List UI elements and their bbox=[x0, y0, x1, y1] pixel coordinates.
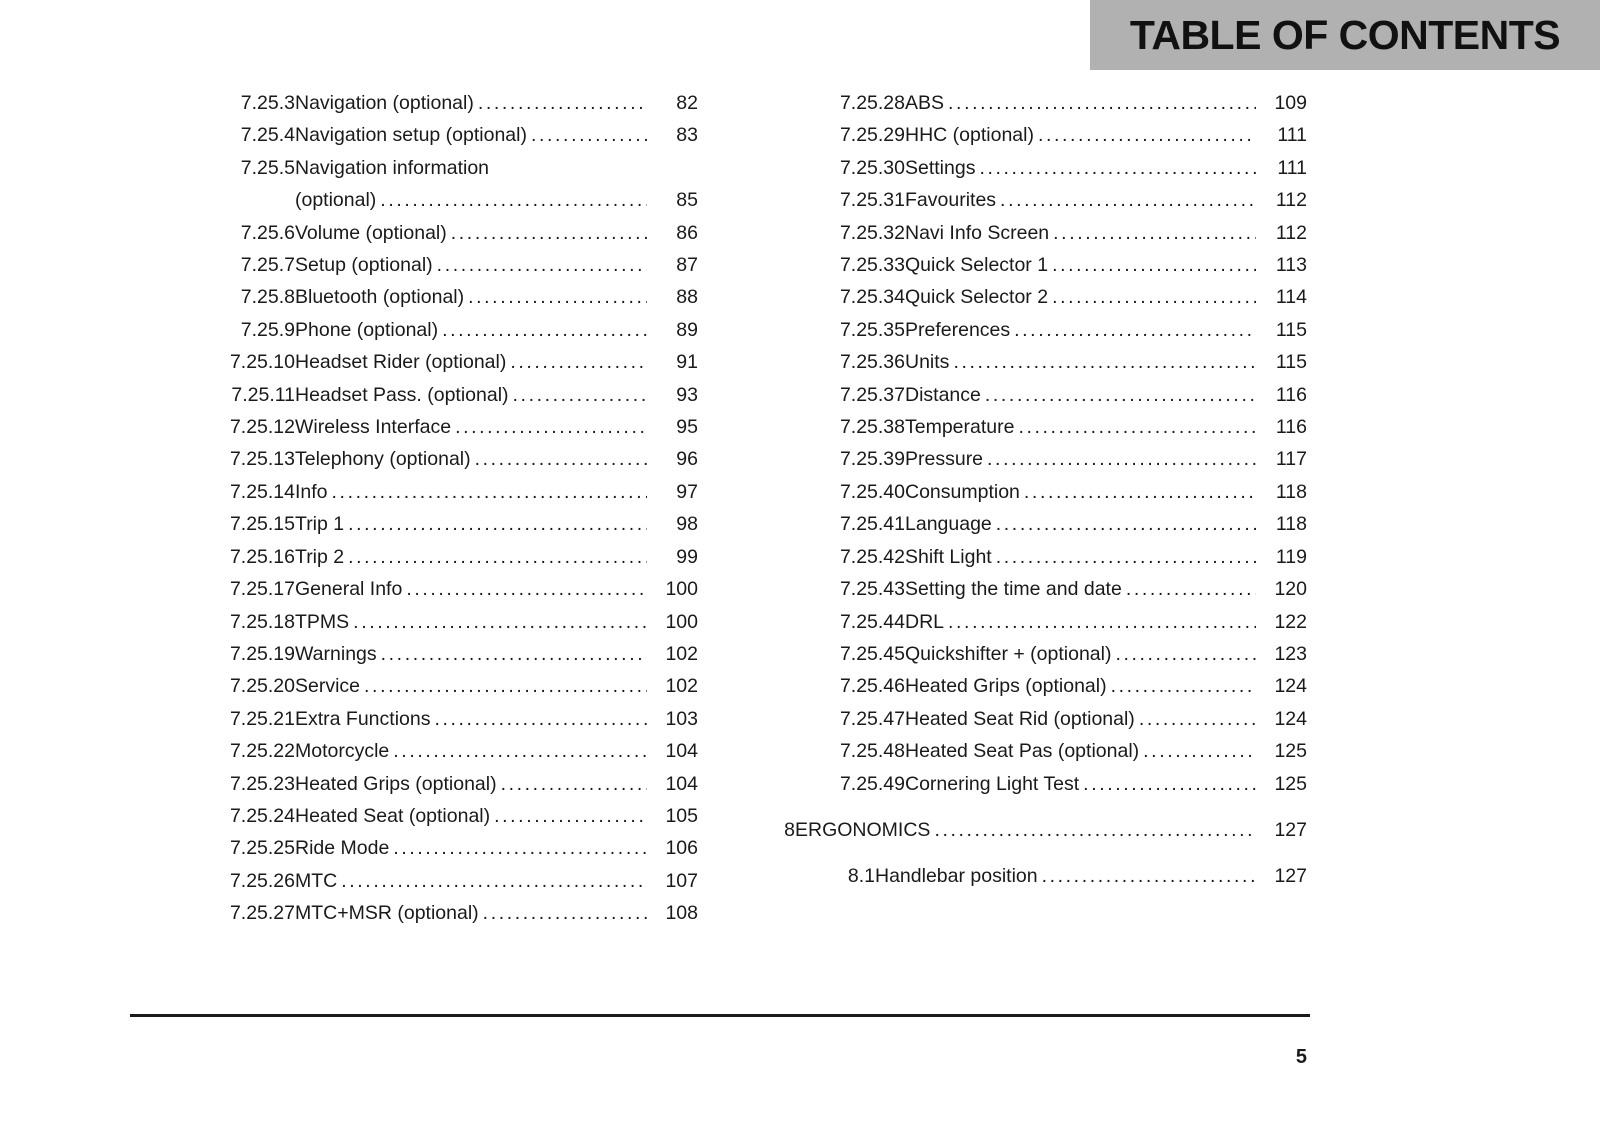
toc-entry-page: 83 bbox=[676, 124, 698, 147]
toc-entry[interactable] bbox=[130, 119, 698, 151]
toc-entry-page: 117 bbox=[1275, 448, 1307, 471]
toc-entry[interactable] bbox=[740, 281, 1307, 313]
toc-entry-page: 105 bbox=[665, 804, 698, 827]
toc-entry[interactable] bbox=[130, 573, 698, 605]
toc-entry-page: 99 bbox=[676, 545, 698, 568]
toc-dot-leader bbox=[1139, 703, 1256, 735]
toc-entry-number: 7.25.16 bbox=[229, 545, 295, 568]
toc-entry-page: 106 bbox=[665, 837, 698, 860]
toc-entry-page: 98 bbox=[676, 513, 698, 536]
toc-dot-leader bbox=[455, 411, 647, 443]
toc-entry-title: Handlebar position bbox=[875, 865, 1038, 888]
toc-entry[interactable] bbox=[130, 217, 698, 249]
toc-entry-number: 7.25.43 bbox=[839, 578, 905, 601]
toc-entry-title: Quick Selector 2 bbox=[905, 286, 1049, 309]
toc-dot-leader bbox=[979, 152, 1256, 184]
toc-entry-page: 96 bbox=[676, 448, 698, 471]
toc-entry[interactable] bbox=[740, 379, 1307, 411]
toc-entry-title: Heated Seat Pas (optional) bbox=[905, 740, 1140, 763]
toc-entry-page: 102 bbox=[665, 675, 698, 698]
toc-entry[interactable] bbox=[130, 703, 698, 735]
toc-entry-page: 127 bbox=[1274, 865, 1307, 888]
toc-entry-title: Navigation setup (optional) bbox=[295, 124, 527, 147]
toc-entry[interactable] bbox=[130, 314, 698, 346]
toc-entry[interactable] bbox=[740, 476, 1307, 508]
toc-dot-leader bbox=[934, 814, 1256, 846]
toc-entry-number: 7.25.15 bbox=[229, 513, 295, 536]
toc-entry[interactable] bbox=[740, 573, 1307, 605]
toc-entry[interactable] bbox=[740, 508, 1307, 540]
toc-entry-page: 125 bbox=[1274, 740, 1307, 763]
toc-entry-page: 109 bbox=[1274, 92, 1307, 114]
toc-dot-leader bbox=[996, 508, 1256, 540]
toc-entry-number: 7.25.11 bbox=[231, 383, 295, 406]
toc-entry-title: Phone (optional) bbox=[295, 318, 439, 341]
toc-entry-page: 100 bbox=[665, 578, 698, 601]
toc-entry-title: ERGONOMICS bbox=[795, 818, 931, 841]
toc-dot-leader bbox=[985, 379, 1256, 411]
toc-entry-number: 7.25.5 bbox=[240, 156, 295, 179]
toc-entry-number: 7.25.29 bbox=[839, 124, 905, 147]
toc-dot-leader bbox=[348, 541, 647, 573]
toc-entry-number: 7.25.23 bbox=[229, 772, 295, 795]
toc-entry-title: General Info bbox=[295, 578, 403, 601]
toc-entry[interactable] bbox=[740, 638, 1307, 670]
toc-entry[interactable] bbox=[740, 119, 1307, 151]
toc-entry-title: Ride Mode bbox=[295, 837, 390, 860]
toc-entry-title: Favourites bbox=[905, 189, 997, 212]
toc-entry[interactable] bbox=[130, 443, 698, 475]
toc-entry-title: Motorcycle bbox=[295, 740, 390, 763]
toc-entry-title: Headset Pass. (optional) bbox=[295, 383, 509, 406]
toc-entry-title: Headset Rider (optional) bbox=[295, 351, 507, 374]
toc-entry-number: 7.25.14 bbox=[229, 480, 295, 503]
toc-dot-leader bbox=[1024, 476, 1256, 508]
toc-entry-page: 85 bbox=[676, 189, 698, 212]
toc-entry-title: HHC (optional) bbox=[905, 124, 1034, 147]
toc-entry-page: 122 bbox=[1274, 610, 1307, 633]
toc-entry-number: 7.25.30 bbox=[839, 156, 905, 179]
toc-entry-number: 7.25.28 bbox=[839, 92, 905, 114]
toc-entry[interactable] bbox=[740, 249, 1307, 281]
toc-entry[interactable] bbox=[130, 379, 698, 411]
toc-entry-page: 113 bbox=[1275, 254, 1307, 277]
toc-entry-title: Volume (optional) bbox=[295, 221, 447, 244]
toc-dot-leader bbox=[437, 249, 647, 281]
toc-entry-title: Navigation information bbox=[295, 156, 490, 179]
toc-entry-page: 86 bbox=[676, 221, 698, 244]
toc-entry-title: Navi Info Screen bbox=[905, 221, 1050, 244]
toc-entry-number: 7.25.39 bbox=[839, 448, 905, 471]
toc-entry-page: 115 bbox=[1275, 318, 1307, 341]
toc-dot-leader bbox=[1042, 860, 1256, 892]
toc-entry-number: 7.25.32 bbox=[839, 221, 905, 244]
toc-entry[interactable] bbox=[740, 670, 1307, 702]
toc-entry-title: Quick Selector 1 bbox=[905, 254, 1049, 277]
toc-entry-number: 7.25.25 bbox=[229, 837, 295, 860]
toc-entry-number: 7.25.4 bbox=[240, 124, 295, 147]
toc-entry-number: 7.25.24 bbox=[229, 804, 295, 827]
toc-entry-page: 87 bbox=[676, 254, 698, 277]
toc-entry-page: 89 bbox=[676, 318, 698, 341]
toc-entry-title: Cornering Light Test bbox=[905, 772, 1080, 795]
toc-entry-title: Service bbox=[295, 675, 361, 698]
toc-entry-number: 7.25.41 bbox=[839, 513, 905, 536]
toc-entry[interactable] bbox=[130, 638, 698, 670]
toc-entry-number: 7.25.26 bbox=[229, 869, 295, 892]
toc-entry-title: (optional) bbox=[295, 189, 377, 212]
toc-dot-leader bbox=[494, 800, 647, 832]
toc-entry-title: ABS bbox=[905, 92, 945, 114]
toc-entry-page: 127 bbox=[1274, 818, 1307, 841]
toc-entry-number: 7.25.33 bbox=[839, 254, 905, 277]
toc-entry-number: 7.25.3 bbox=[240, 92, 295, 114]
page-title: TABLE OF CONTENTS bbox=[1129, 11, 1561, 58]
page-number: 5 bbox=[1295, 1046, 1307, 1068]
toc-entry-title: Navigation (optional) bbox=[295, 92, 474, 114]
toc-entry-page: 119 bbox=[1275, 545, 1307, 568]
toc-entry[interactable] bbox=[740, 217, 1307, 249]
toc-entry-title: Trip 1 bbox=[295, 513, 345, 536]
toc-entry-title: MTC+MSR (optional) bbox=[295, 902, 479, 925]
toc-entry-number: 7.25.21 bbox=[229, 707, 295, 730]
toc-entry-page: 123 bbox=[1274, 642, 1307, 665]
toc-entry-page: 103 bbox=[665, 707, 698, 730]
toc-entry-page: 120 bbox=[1274, 578, 1307, 601]
toc-entry-page: 104 bbox=[665, 772, 698, 795]
toc-dot-leader bbox=[1052, 249, 1256, 281]
toc-dot-leader bbox=[987, 443, 1256, 475]
toc-entry-title: Consumption bbox=[905, 480, 1020, 503]
toc-entry-page: 100 bbox=[665, 610, 698, 633]
toc-dot-leader bbox=[478, 87, 647, 119]
toc-entry-page: 111 bbox=[1277, 156, 1307, 179]
toc-entry-page: 112 bbox=[1275, 221, 1307, 244]
toc-entry-number: 7.25.19 bbox=[229, 642, 295, 665]
toc-entry-page: 82 bbox=[676, 92, 698, 114]
toc-entry-number: 7.25.17 bbox=[229, 578, 295, 601]
toc-entry-number: 7.25.46 bbox=[839, 675, 905, 698]
toc-entry[interactable] bbox=[130, 152, 698, 184]
toc-entry-number: 7.25.27 bbox=[229, 902, 295, 925]
toc-entry-title: Trip 2 bbox=[295, 545, 345, 568]
toc-entry-number: 7.25.8 bbox=[240, 286, 295, 309]
toc-dot-leader bbox=[434, 703, 647, 735]
toc-column-left bbox=[130, 87, 698, 930]
toc-dot-leader bbox=[393, 735, 647, 767]
toc-dot-leader bbox=[1143, 735, 1256, 767]
toc-entry-page: 115 bbox=[1275, 351, 1307, 374]
toc-dot-leader bbox=[510, 346, 647, 378]
toc-entry[interactable] bbox=[130, 541, 698, 573]
toc-entry-number: 7.25.9 bbox=[240, 318, 295, 341]
toc-dot-leader bbox=[1111, 670, 1256, 702]
toc-entry[interactable] bbox=[130, 281, 698, 313]
toc-entry-page: 114 bbox=[1275, 286, 1307, 309]
toc-entry[interactable] bbox=[740, 860, 1307, 892]
toc-entry-title: Extra Functions bbox=[295, 707, 431, 730]
toc-entry[interactable] bbox=[130, 800, 698, 832]
toc-entry-title: Distance bbox=[905, 383, 981, 406]
toc-dot-leader bbox=[381, 638, 647, 670]
toc-entry-page: 116 bbox=[1275, 383, 1307, 406]
toc-entry[interactable] bbox=[740, 87, 1307, 119]
toc-dot-leader bbox=[501, 768, 647, 800]
toc-entry-number: 7.25.13 bbox=[229, 448, 295, 471]
toc-entry[interactable] bbox=[740, 443, 1307, 475]
toc-entry-number: 7.25.35 bbox=[839, 318, 905, 341]
toc-entry-title: Temperature bbox=[905, 416, 1015, 439]
toc-entry[interactable] bbox=[740, 768, 1307, 800]
toc-entry[interactable] bbox=[740, 814, 1307, 846]
toc-entry[interactable] bbox=[740, 152, 1307, 184]
toc-entry-number: 7.25.7 bbox=[240, 254, 295, 277]
toc-dot-leader bbox=[1014, 314, 1256, 346]
toc-entry-page: 91 bbox=[676, 351, 698, 374]
toc-dot-leader bbox=[353, 606, 647, 638]
toc-dot-leader bbox=[406, 573, 647, 605]
toc-entry-title: Telephony (optional) bbox=[295, 448, 471, 471]
toc-entry[interactable] bbox=[130, 865, 698, 897]
toc-dot-leader bbox=[380, 184, 647, 216]
toc-entry[interactable] bbox=[130, 670, 698, 702]
toc-dot-leader bbox=[1038, 119, 1256, 151]
toc-dot-leader bbox=[1083, 768, 1256, 800]
toc-entry[interactable] bbox=[130, 832, 698, 864]
toc-entry-page: 104 bbox=[665, 740, 698, 763]
toc-entry-title: Units bbox=[905, 351, 950, 374]
toc-entry-title: Pressure bbox=[905, 448, 984, 471]
toc-entry-number: 7.25.31 bbox=[839, 189, 905, 212]
toc-dot-leader bbox=[451, 217, 647, 249]
toc-dot-leader bbox=[332, 476, 647, 508]
toc-entry-page: 97 bbox=[676, 480, 698, 503]
toc-entry-page: 118 bbox=[1275, 480, 1307, 503]
toc-entry-number: 7.25.38 bbox=[839, 416, 905, 439]
toc-dot-leader bbox=[948, 606, 1256, 638]
toc-entry-title: Language bbox=[905, 513, 992, 536]
toc-entry[interactable] bbox=[740, 703, 1307, 735]
toc-entry-title: Preferences bbox=[905, 318, 1011, 341]
toc-entry-title: Heated Grips (optional) bbox=[295, 772, 497, 795]
toc-entry[interactable] bbox=[130, 606, 698, 638]
toc-entry[interactable] bbox=[130, 346, 698, 378]
toc-dot-leader bbox=[953, 346, 1256, 378]
toc-entry-title: Setup (optional) bbox=[295, 254, 433, 277]
toc-entry[interactable] bbox=[130, 476, 698, 508]
toc-entry-number: 7.25.42 bbox=[839, 545, 905, 568]
toc-dot-leader bbox=[364, 670, 647, 702]
toc-entry-number: 7.25.45 bbox=[839, 642, 905, 665]
toc-entry-number: 7.25.49 bbox=[839, 772, 905, 795]
toc-entry-number: 8.1 bbox=[847, 865, 875, 888]
toc-entry-page: 116 bbox=[1275, 416, 1307, 439]
toc-entry[interactable] bbox=[740, 184, 1307, 216]
toc-entry[interactable] bbox=[130, 735, 698, 767]
toc-entry-page: 112 bbox=[1275, 189, 1307, 212]
toc-entry-number: 7.25.47 bbox=[839, 707, 905, 730]
toc-entry-title: Heated Seat Rid (optional) bbox=[905, 707, 1135, 730]
toc-entry[interactable] bbox=[740, 735, 1307, 767]
toc-dot-leader bbox=[1000, 184, 1256, 216]
toc-entry-title: Quickshifter + (optional) bbox=[905, 642, 1112, 665]
toc-entry-page: 88 bbox=[676, 286, 698, 309]
toc-dot-leader bbox=[1126, 573, 1256, 605]
toc-entry-title: Bluetooth (optional) bbox=[295, 286, 465, 309]
toc-dot-leader bbox=[442, 314, 647, 346]
toc-entry-number: 7.25.36 bbox=[839, 351, 905, 374]
toc-entry[interactable] bbox=[130, 249, 698, 281]
toc-entry-title: Heated Seat (optional) bbox=[295, 804, 491, 827]
toc-entry[interactable] bbox=[130, 87, 698, 119]
toc-entry-title: TPMS bbox=[295, 610, 350, 633]
toc-entry-page: 124 bbox=[1274, 675, 1307, 698]
toc-entry-number: 7.25.6 bbox=[240, 221, 295, 244]
toc-entry[interactable] bbox=[740, 314, 1307, 346]
toc-entry-title: Wireless Interface bbox=[295, 416, 452, 439]
toc-dot-leader bbox=[341, 865, 647, 897]
toc-entry-title: Info bbox=[295, 480, 328, 503]
toc-entry-number: 7.25.12 bbox=[229, 416, 295, 439]
toc-entry-title: DRL bbox=[905, 610, 945, 633]
toc-entry[interactable] bbox=[740, 541, 1307, 573]
toc-dot-leader bbox=[948, 87, 1256, 119]
toc-entry-title: Setting the time and date bbox=[905, 578, 1122, 601]
toc-entry[interactable] bbox=[740, 411, 1307, 443]
toc-entry-page: 124 bbox=[1274, 707, 1307, 730]
toc-dot-leader bbox=[1052, 281, 1256, 313]
toc-entry-title: MTC bbox=[295, 869, 338, 892]
toc-entry-page: 118 bbox=[1275, 513, 1307, 536]
toc-dot-leader bbox=[393, 832, 647, 864]
toc-entry-page: 108 bbox=[665, 902, 698, 925]
toc-entry-page: 95 bbox=[676, 416, 698, 439]
toc-entry-number: 7.25.10 bbox=[229, 351, 295, 374]
toc-entry[interactable] bbox=[130, 508, 698, 540]
toc-entry[interactable] bbox=[130, 184, 698, 216]
toc-entry[interactable] bbox=[130, 411, 698, 443]
toc-entry-number: 7.25.22 bbox=[229, 740, 295, 763]
toc-dot-leader bbox=[996, 541, 1256, 573]
toc-dot-leader bbox=[348, 508, 647, 540]
toc-entry-number: 7.25.48 bbox=[839, 740, 905, 763]
toc-dot-leader bbox=[1018, 411, 1256, 443]
toc-dot-leader bbox=[483, 897, 647, 929]
toc-entry-number: 7.25.40 bbox=[839, 480, 905, 503]
toc-entry-number: 7.25.44 bbox=[839, 610, 905, 633]
header-bar bbox=[1090, 0, 1600, 70]
toc-entry-title: Shift Light bbox=[905, 545, 992, 568]
toc-dot-leader bbox=[1115, 638, 1256, 670]
toc-entry-number: 7.25.18 bbox=[229, 610, 295, 633]
toc-entry-page: 107 bbox=[665, 869, 698, 892]
toc-entry[interactable] bbox=[130, 768, 698, 800]
toc-dot-leader bbox=[475, 443, 647, 475]
toc-entry-title: Settings bbox=[905, 156, 976, 179]
toc-entry-number: 7.25.37 bbox=[839, 383, 905, 406]
toc-entry[interactable] bbox=[740, 606, 1307, 638]
toc-entry-page: 125 bbox=[1274, 772, 1307, 795]
toc-entry-title: Warnings bbox=[295, 642, 377, 665]
toc-entry-page: 93 bbox=[676, 383, 698, 406]
toc-entry[interactable] bbox=[130, 897, 698, 929]
toc-entry-number: 7.25.20 bbox=[229, 675, 295, 698]
toc-entry-page: 102 bbox=[665, 642, 698, 665]
toc-entry-number: 7.25.34 bbox=[839, 286, 905, 309]
toc-entry-number: 8 bbox=[784, 818, 795, 841]
toc-entry-page: 111 bbox=[1277, 124, 1307, 147]
toc-dot-leader bbox=[1053, 217, 1256, 249]
toc-column-right bbox=[740, 87, 1307, 893]
footer-divider bbox=[130, 1014, 1310, 1017]
toc-dot-leader bbox=[531, 119, 647, 151]
toc-dot-leader bbox=[468, 281, 647, 313]
toc-entry[interactable] bbox=[740, 346, 1307, 378]
toc-entry-title: Heated Grips (optional) bbox=[905, 675, 1107, 698]
toc-dot-leader bbox=[513, 379, 647, 411]
